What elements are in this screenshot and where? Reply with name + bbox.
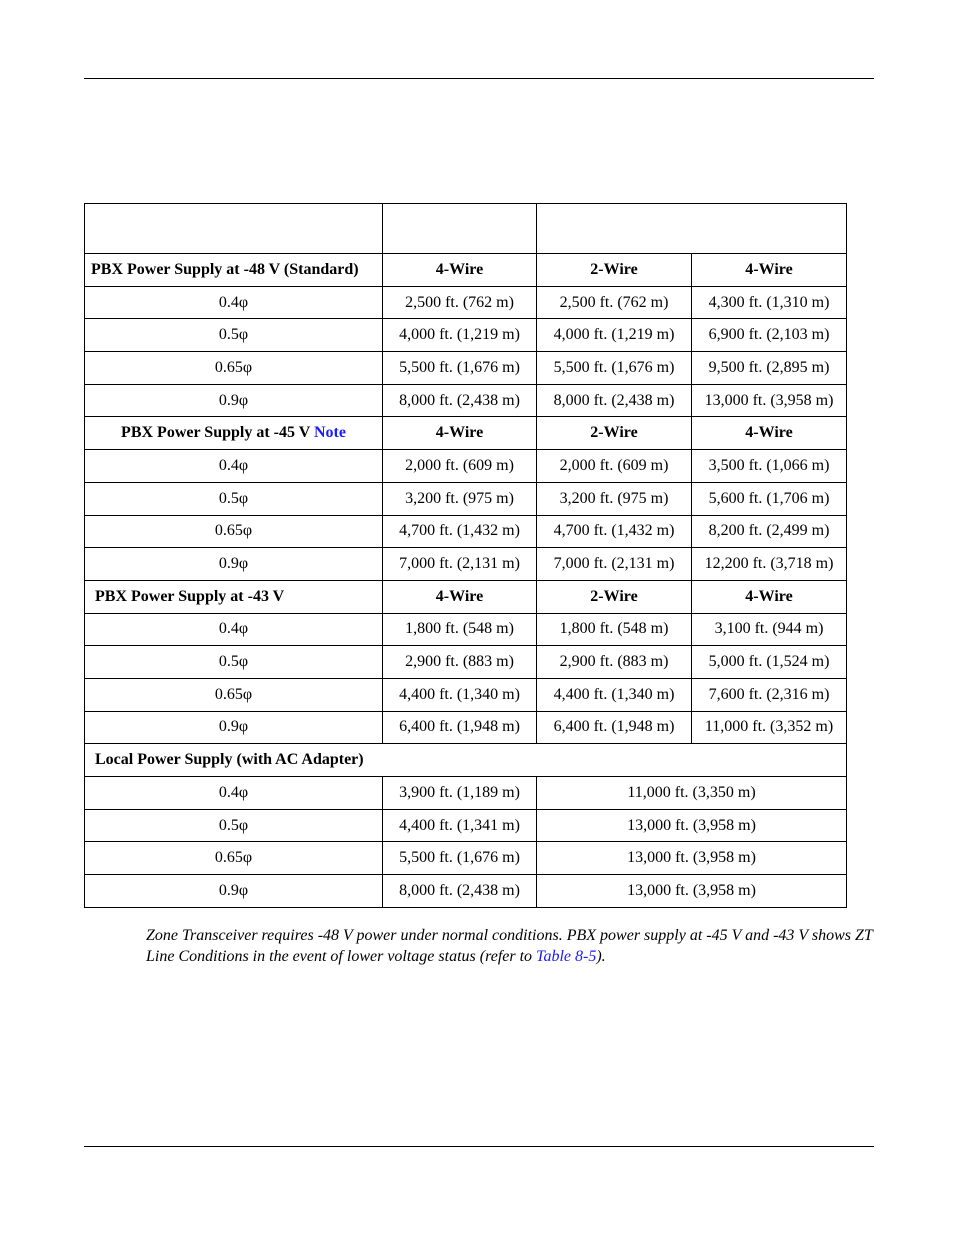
value-cell: 3,100 ft. (944 m) [692, 613, 847, 646]
gauge-cell: 0.65φ [85, 352, 383, 385]
section-title-cell [85, 417, 383, 450]
value-cell: 3,200 ft. (975 m) [537, 482, 692, 515]
value-cell: 2,000 ft. (609 m) [537, 450, 692, 483]
value-cell: 3,200 ft. (975 m) [383, 482, 537, 515]
gauge-cell: 0.5φ [85, 809, 383, 842]
value-cell: 1,800 ft. (548 m) [383, 613, 537, 646]
value-cell: 5,500 ft. (1,676 m) [383, 352, 537, 385]
blank-header-cell [383, 204, 537, 254]
gauge-cell: 0.4φ [85, 286, 383, 319]
table-row [85, 711, 847, 744]
gauge-cell: 0.9φ [85, 875, 383, 908]
value-cell: 8,000 ft. (2,438 m) [537, 384, 692, 417]
value-cell: 12,200 ft. (3,718 m) [692, 548, 847, 581]
table-row [85, 613, 847, 646]
table-row [85, 384, 847, 417]
value-cell: 7,000 ft. (2,131 m) [537, 548, 692, 581]
table-row [85, 450, 847, 483]
section-header-row [85, 417, 847, 450]
gauge-cell: 0.9φ [85, 711, 383, 744]
value-cell: 4,400 ft. (1,340 m) [383, 678, 537, 711]
section-title: PBX Power Supply at -48 V (Standard) [85, 254, 383, 287]
column-header: 2-Wire [537, 254, 692, 287]
footnote-text-end: ). [596, 948, 606, 965]
value-cell: 6,900 ft. (2,103 m) [692, 319, 847, 352]
gauge-cell: 0.9φ [85, 384, 383, 417]
value-cell: 11,000 ft. (3,350 m) [537, 777, 847, 810]
column-header: 4-Wire [383, 417, 537, 450]
footnote [146, 925, 876, 967]
gauge-cell: 0.5φ [85, 482, 383, 515]
section-title: PBX Power Supply at -43 V [85, 580, 383, 613]
column-header: 2-Wire [537, 417, 692, 450]
gauge-cell: 0.65φ [85, 515, 383, 548]
gauge-cell: 0.65φ [85, 842, 383, 875]
value-cell: 2,500 ft. (762 m) [537, 286, 692, 319]
value-cell: 4,300 ft. (1,310 m) [692, 286, 847, 319]
table-row [85, 646, 847, 679]
gauge-cell: 0.4φ [85, 450, 383, 483]
value-cell: 4,700 ft. (1,432 m) [537, 515, 692, 548]
value-cell: 6,400 ft. (1,948 m) [537, 711, 692, 744]
value-cell: 8,200 ft. (2,499 m) [692, 515, 847, 548]
value-cell: 2,000 ft. (609 m) [383, 450, 537, 483]
table-row [85, 515, 847, 548]
value-cell: 4,400 ft. (1,341 m) [383, 809, 537, 842]
table-row [85, 319, 847, 352]
table-row [85, 352, 847, 385]
value-cell: 8,000 ft. (2,438 m) [383, 384, 537, 417]
value-cell: 4,000 ft. (1,219 m) [537, 319, 692, 352]
table-row [85, 548, 847, 581]
section-header-row [85, 254, 847, 287]
column-header: 4-Wire [692, 580, 847, 613]
value-cell: 13,000 ft. (3,958 m) [692, 384, 847, 417]
column-header: 4-Wire [692, 417, 847, 450]
table-row [85, 842, 847, 875]
value-cell: 4,700 ft. (1,432 m) [383, 515, 537, 548]
gauge-cell: 0.65φ [85, 678, 383, 711]
value-cell: 6,400 ft. (1,948 m) [383, 711, 537, 744]
column-header: 2-Wire [537, 580, 692, 613]
value-cell: 2,900 ft. (883 m) [537, 646, 692, 679]
value-cell: 9,500 ft. (2,895 m) [692, 352, 847, 385]
value-cell: 5,500 ft. (1,676 m) [383, 842, 537, 875]
gauge-cell: 0.9φ [85, 548, 383, 581]
gauge-cell: 0.4φ [85, 613, 383, 646]
column-header: 4-Wire [383, 580, 537, 613]
value-cell: 7,000 ft. (2,131 m) [383, 548, 537, 581]
value-cell: 5,000 ft. (1,524 m) [692, 646, 847, 679]
section-header-row [85, 744, 847, 777]
value-cell: 11,000 ft. (3,352 m) [692, 711, 847, 744]
footer-rule [84, 1146, 874, 1147]
value-cell: 2,900 ft. (883 m) [383, 646, 537, 679]
gauge-cell: 0.4φ [85, 777, 383, 810]
column-header: 4-Wire [383, 254, 537, 287]
value-cell: 13,000 ft. (3,958 m) [537, 809, 847, 842]
footnote-text: Zone Transceiver requires -48 V power under normal conditions. PBX power supply at -45 V and -43 V shows ZT Line Conditions in the event of lower voltage status (refer to [146, 927, 873, 965]
table-row [85, 809, 847, 842]
table-row [85, 777, 847, 810]
value-cell: 5,500 ft. (1,676 m) [537, 352, 692, 385]
gauge-cell: 0.5φ [85, 319, 383, 352]
value-cell: 7,600 ft. (2,316 m) [692, 678, 847, 711]
gauge-cell: 0.5φ [85, 646, 383, 679]
line-length-table [84, 203, 847, 908]
note-link[interactable]: Note [313, 424, 346, 442]
table-row [85, 286, 847, 319]
table-row [85, 678, 847, 711]
value-cell: 4,400 ft. (1,340 m) [537, 678, 692, 711]
value-cell: 13,000 ft. (3,958 m) [537, 875, 847, 908]
value-cell: 4,000 ft. (1,219 m) [383, 319, 537, 352]
table-row [85, 482, 847, 515]
value-cell: 13,000 ft. (3,958 m) [537, 842, 847, 875]
column-header: 4-Wire [692, 254, 847, 287]
value-cell: 8,000 ft. (2,438 m) [383, 875, 537, 908]
value-cell: 3,900 ft. (1,189 m) [383, 777, 537, 810]
value-cell: 2,500 ft. (762 m) [383, 286, 537, 319]
value-cell: 5,600 ft. (1,706 m) [692, 482, 847, 515]
blank-header-cell [537, 204, 847, 254]
value-cell: 1,800 ft. (548 m) [537, 613, 692, 646]
header-rule [84, 78, 874, 79]
section-title: Local Power Supply (with AC Adapter) [85, 744, 847, 777]
table-row [85, 875, 847, 908]
section-title: PBX Power Supply at -45 V [121, 424, 314, 442]
blank-header-cell [85, 204, 383, 254]
table-reference-link[interactable]: Table 8-5 [536, 948, 597, 965]
table-blank-header-row [85, 204, 847, 254]
value-cell: 3,500 ft. (1,066 m) [692, 450, 847, 483]
section-header-row [85, 580, 847, 613]
